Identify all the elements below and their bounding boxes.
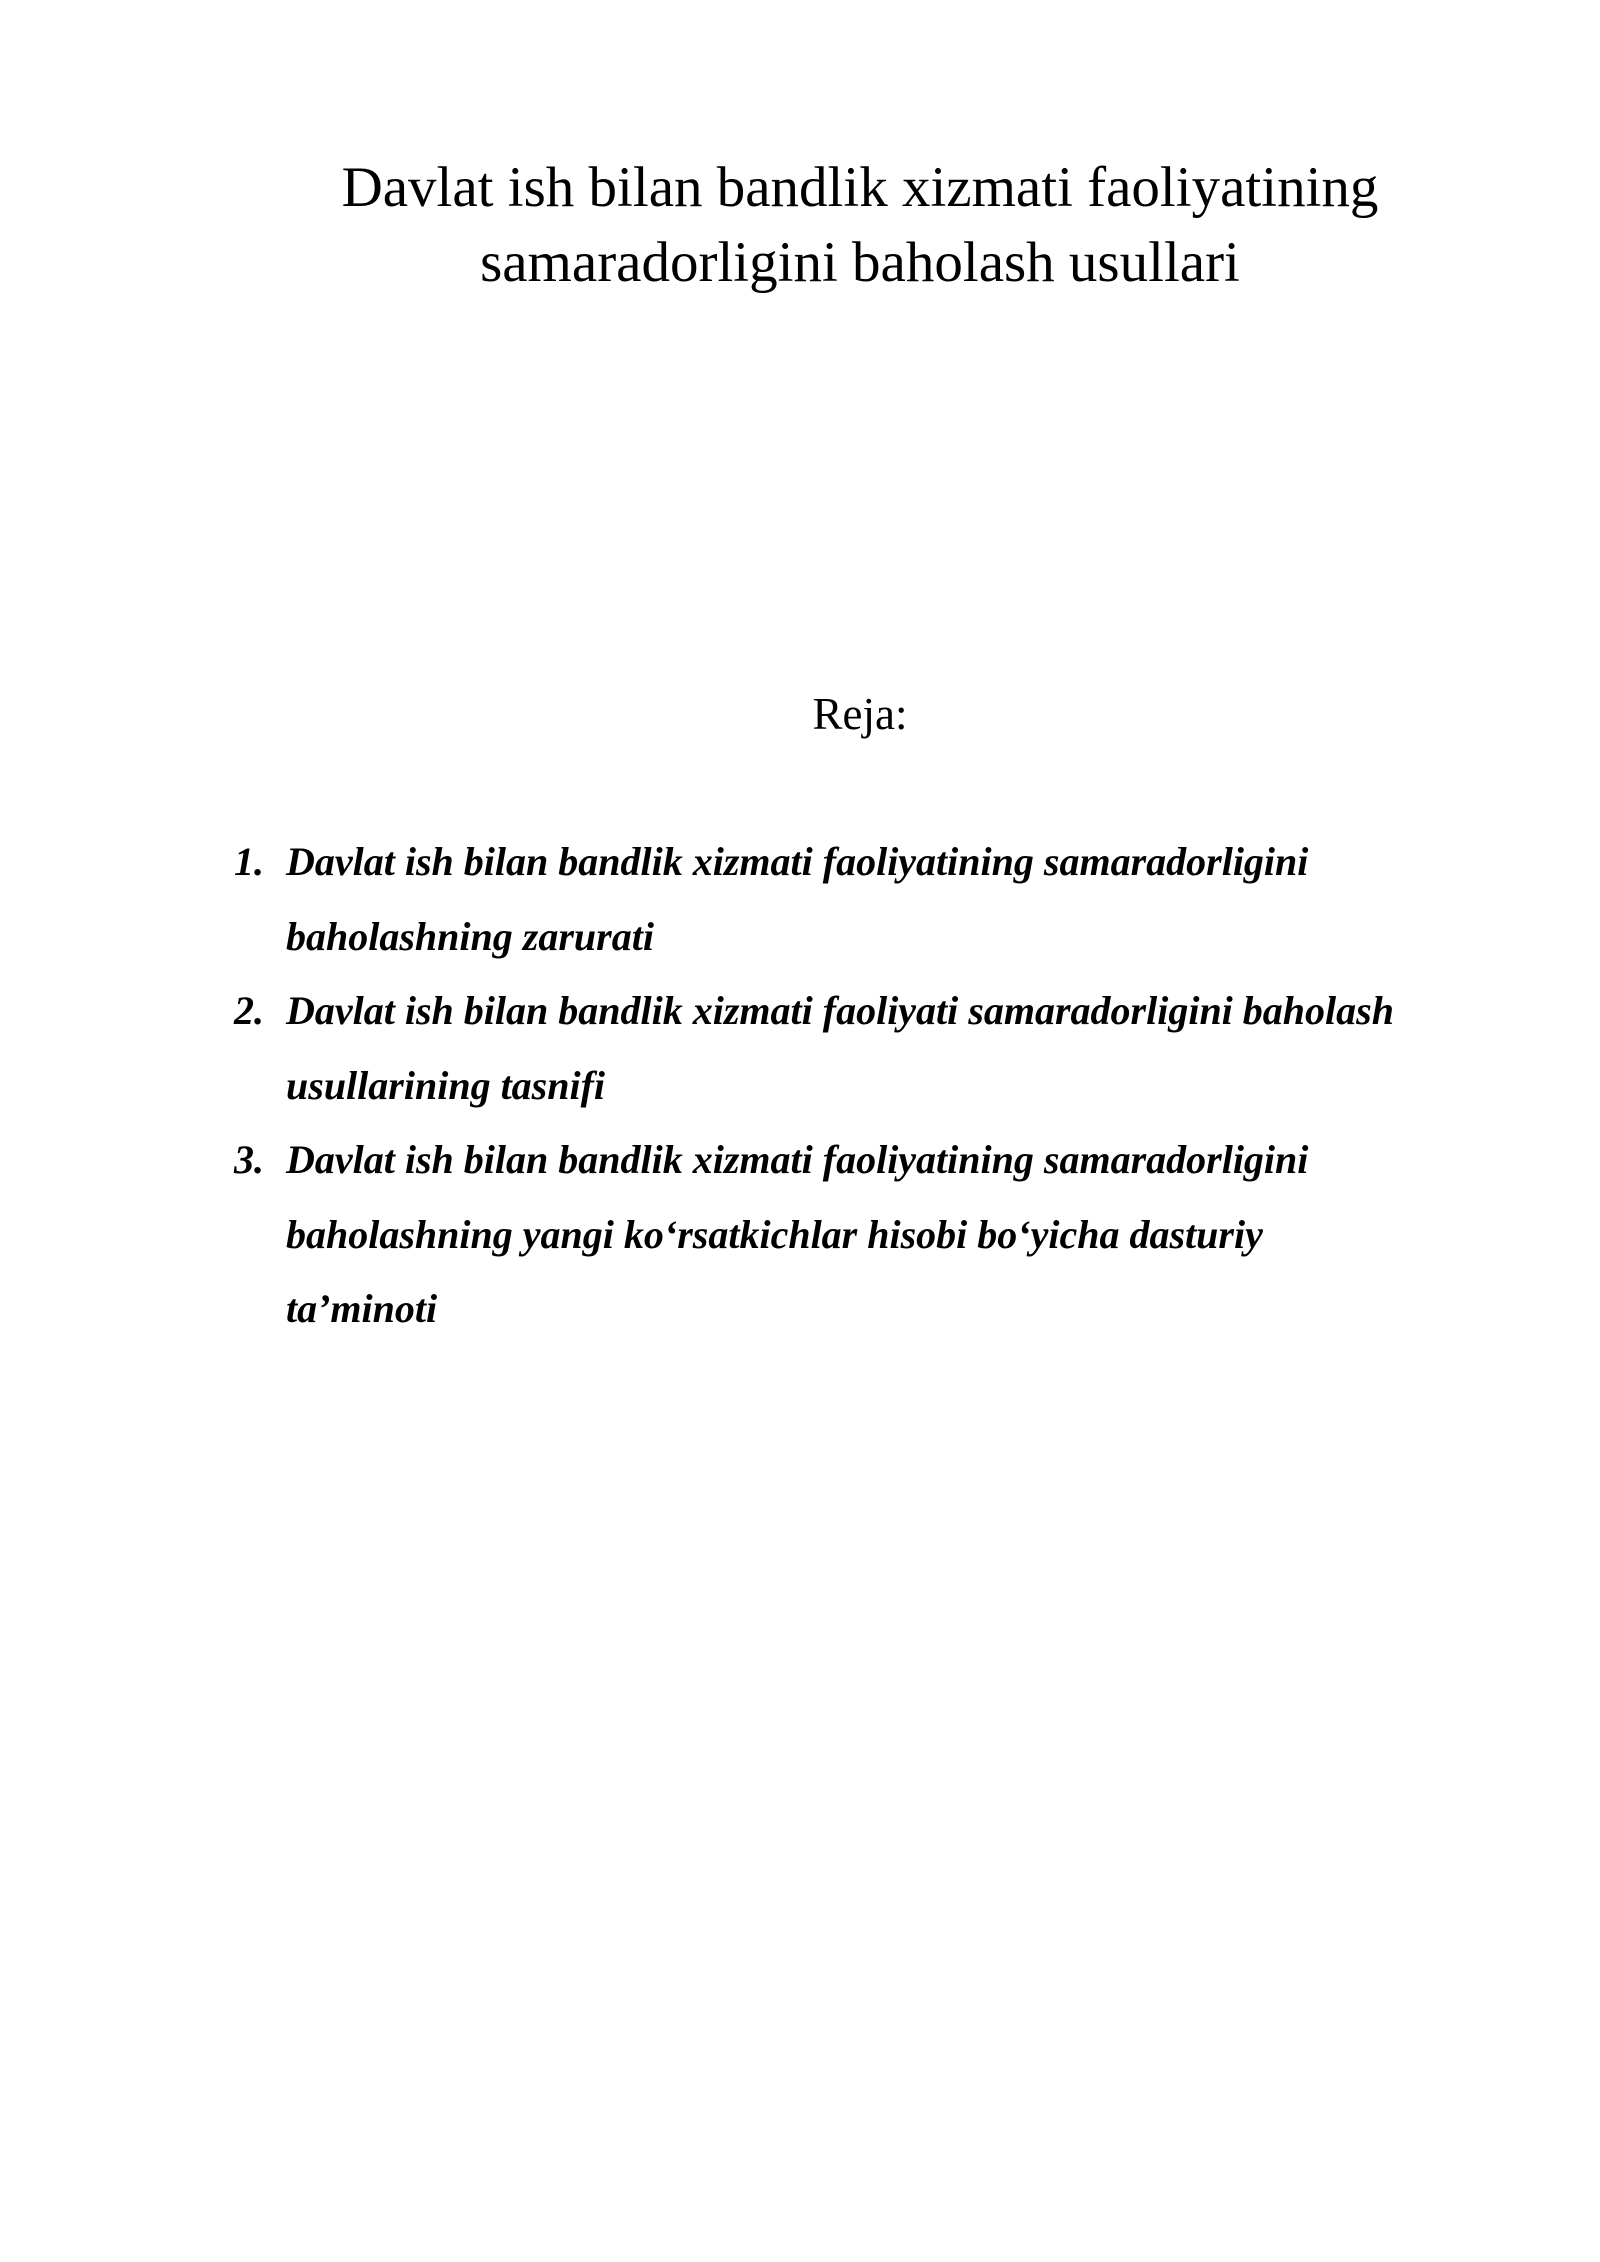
plan-item-number: 1. [234, 839, 264, 884]
plan-item-line: Davlat ish bilan bandlik xizmati faoliyati samaradorligini baholash [286, 988, 1394, 1033]
plan-heading: Reja: [812, 689, 908, 739]
plan-item-1 [234, 825, 1484, 974]
plan-list [234, 825, 1484, 1347]
plan-item-3 [234, 1123, 1484, 1347]
plan-item-line: Davlat ish bilan bandlik xizmati faoliyatining samaradorligini [286, 1137, 1309, 1182]
document-title [250, 150, 1470, 300]
title-line-1: Davlat ish bilan bandlik xizmati faoliyatining [341, 156, 1379, 219]
plan-item-line: ta’minoti [286, 1286, 438, 1331]
plan-item-line: baholashning yangi ko‘rsatkichlar hisobi bo‘yicha dasturiy [286, 1211, 1263, 1257]
plan-item-number: 2. [234, 988, 264, 1033]
title-line-2: samaradorligini baholash usullari [480, 231, 1240, 294]
plan-item-number: 3. [234, 1137, 264, 1182]
plan-item-line: baholashning zarurati [286, 913, 654, 959]
plan-item-line: usullarining tasnifi [286, 1062, 606, 1108]
plan-item-2 [234, 974, 1484, 1123]
plan-item-line: Davlat ish bilan bandlik xizmati faoliyatining samaradorligini [286, 839, 1309, 884]
